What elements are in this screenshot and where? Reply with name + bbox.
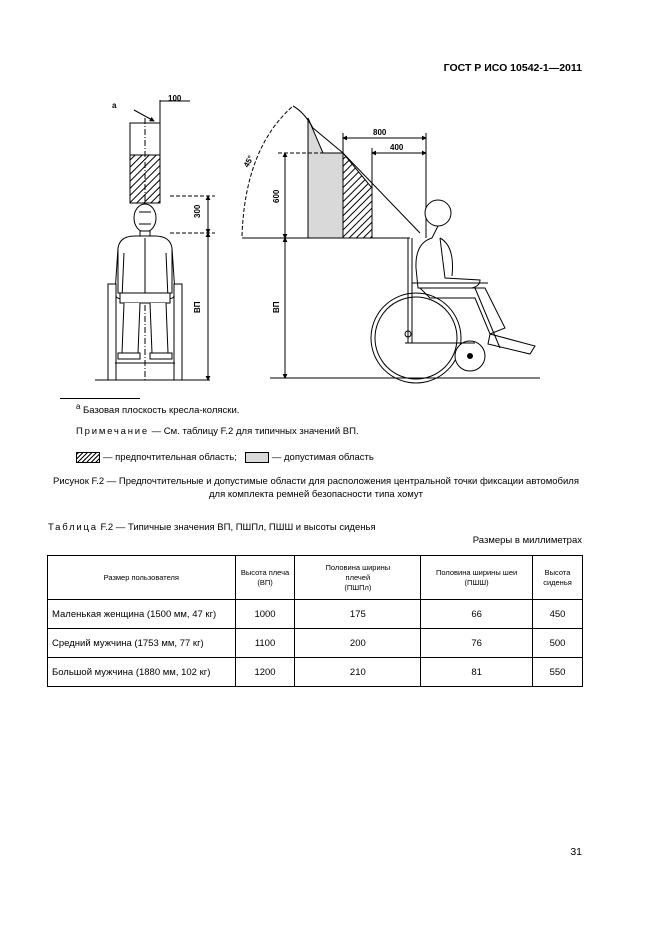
legend-allowed-text: — допустимая область	[271, 452, 374, 463]
dimension-600-label: 600	[272, 189, 281, 203]
table-cell: 1100	[235, 629, 295, 658]
table-cell: 1000	[235, 600, 295, 629]
table-row	[48, 658, 583, 687]
table-cell: 550	[533, 658, 583, 687]
preferred-swatch	[76, 452, 100, 463]
side-allowed-area	[308, 118, 343, 238]
dimension-300-label: 300	[193, 204, 202, 218]
header-shoulder-height-line2: (ВП)	[257, 577, 273, 587]
header-half-shoulder-line2: плечей	[345, 572, 371, 582]
front-view	[95, 100, 215, 380]
table-cell: 210	[295, 658, 421, 687]
legend-preferred-text: — предпочтительная область;	[103, 452, 237, 463]
legend	[76, 452, 374, 463]
table-row	[48, 600, 583, 629]
table-cell: Большой мужчина (1880 мм, 102 кг)	[48, 658, 236, 687]
angle-45-label: 45°	[241, 154, 256, 169]
header-half-neck-width	[421, 556, 533, 600]
table-cell: Маленькая женщина (1500 мм, 47 кг)	[48, 600, 236, 629]
header-half-neck-line2: (ПШШ)	[464, 577, 489, 587]
shoulder-height-label-left: ВП	[193, 301, 202, 313]
note	[76, 426, 359, 437]
table-title	[48, 522, 376, 533]
header-shoulder-height	[235, 556, 295, 600]
note-text: — См. таблицу F.2 для типичных значений ВП.	[149, 426, 359, 437]
table-cell: 1200	[235, 658, 295, 687]
table-cell: 200	[295, 629, 421, 658]
dimension-100-label: 100	[168, 94, 182, 103]
footnote-text: Базовая плоскость кресла-коляски.	[80, 405, 240, 417]
footnote	[76, 402, 239, 416]
header-half-shoulder-line1: Половина ширины	[325, 562, 391, 572]
table-cell: 66	[421, 600, 533, 629]
table-cell: 175	[295, 600, 421, 629]
table-cell: 500	[533, 629, 583, 658]
table-cell: 450	[533, 600, 583, 629]
header-half-shoulder-width	[295, 556, 421, 600]
page-number: 31	[570, 846, 582, 858]
table-title-text: F.2 — Типичные значения ВП, ПШПл, ПШШ и высоты сиденья	[97, 522, 376, 533]
table-header-row	[48, 556, 583, 600]
header-user-size-text: Размер пользователя	[103, 572, 179, 582]
header-shoulder-height-line1: Высота плеча	[240, 567, 290, 577]
wheelchair-dimension-figure	[60, 88, 600, 388]
table-cell: 76	[421, 629, 533, 658]
shoulder-height-label-right: ВП	[272, 301, 281, 313]
header-user-size	[48, 556, 236, 600]
header-half-shoulder-line3: (ПШПл)	[344, 582, 372, 592]
header-seat-height-line1: Высота	[544, 567, 571, 577]
header-half-neck-line1: Половина ширины шеи	[436, 567, 518, 577]
footnote-marker: a	[76, 402, 81, 411]
table-cell: Средний мужчина (1753 мм, 77 кг)	[48, 629, 236, 658]
note-label: Примечание	[76, 426, 149, 437]
figure-caption: Рисунок F.2 — Предпочтительные и допустимые области для расположения центральной точки фиксации автомобиля для комплекта ремней безопасности типа хомут	[53, 476, 579, 500]
footnote-marker-label: a	[112, 101, 117, 110]
header-seat-height	[533, 556, 583, 600]
allowed-swatch	[245, 452, 269, 463]
table-units: Размеры в миллиметрах	[472, 535, 582, 546]
table-cell: 81	[421, 658, 533, 687]
dimension-400-label: 400	[390, 143, 404, 152]
footnote-rule	[60, 398, 140, 399]
header-seat-height-line2: сиденья	[543, 577, 572, 587]
document-header: ГОСТ Р ИСО 10542-1—2011	[443, 62, 582, 74]
table-row	[48, 629, 583, 658]
side-preferred-area	[343, 153, 372, 238]
shoulder-dimensions-table	[47, 555, 583, 687]
dimension-800-label: 800	[373, 128, 387, 137]
table-title-label: Таблица	[48, 522, 98, 533]
